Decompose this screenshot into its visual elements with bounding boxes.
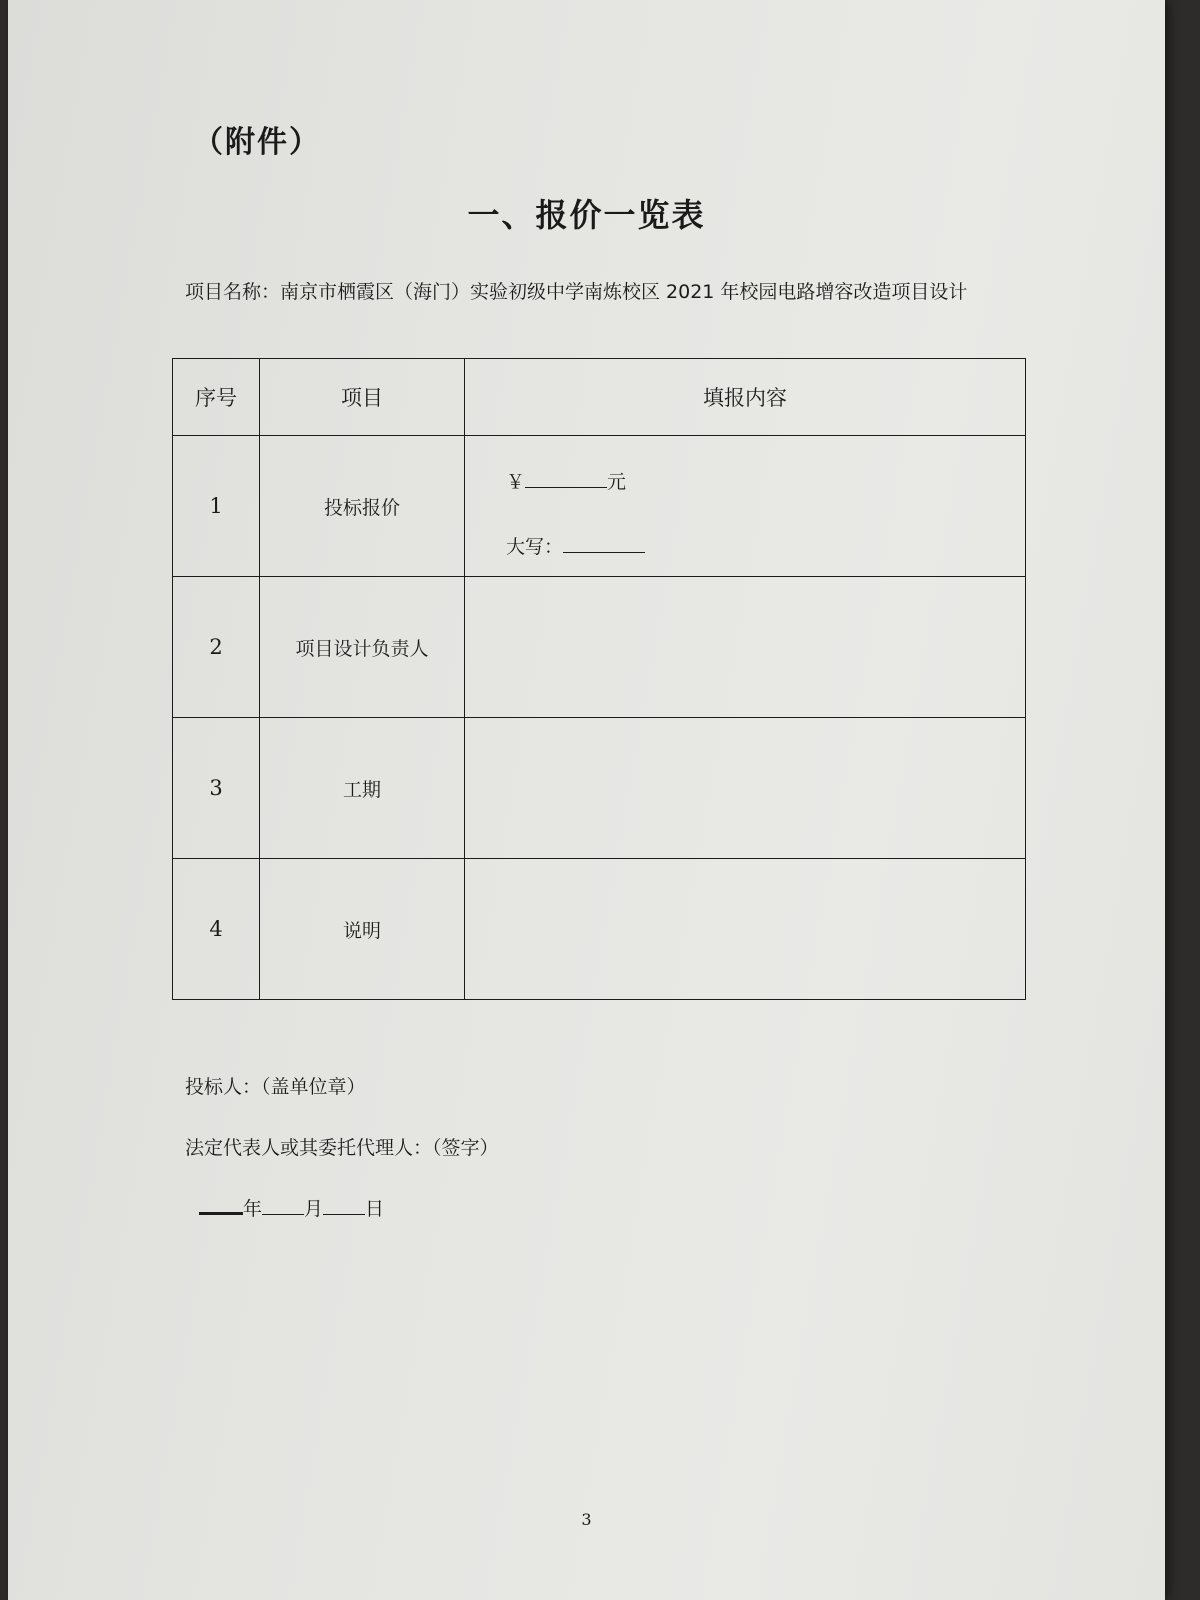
caps-label: 大写： — [506, 536, 564, 558]
day-label: 日 — [365, 1198, 385, 1220]
price-caps-blank[interactable] — [563, 534, 645, 553]
table-row — [173, 577, 1026, 718]
remarks-cell[interactable] — [465, 859, 1026, 1000]
table-header-row — [173, 359, 1026, 436]
price-amount-blank[interactable] — [525, 469, 607, 488]
currency-unit: 元 — [607, 471, 627, 493]
day-blank[interactable] — [323, 1198, 365, 1215]
row-item: 投标报价 — [260, 436, 465, 577]
row-item: 工期 — [260, 718, 465, 859]
month-blank[interactable] — [262, 1198, 304, 1215]
legal-rep-line: 法定代表人或其委托代理人：（签字） — [185, 1137, 499, 1159]
quote-table — [172, 358, 1026, 1000]
header-content: 填报内容 — [465, 359, 1026, 436]
table-row — [173, 718, 1026, 859]
attachment-label: （附件） — [193, 125, 321, 160]
page-title: 一、报价一览表 — [467, 196, 706, 234]
row-item: 说明 — [260, 859, 465, 1000]
year-label: 年 — [243, 1198, 263, 1220]
designer-cell[interactable] — [465, 577, 1026, 718]
month-label: 月 — [304, 1198, 324, 1220]
header-item: 项目 — [260, 359, 465, 436]
table-row — [173, 436, 1026, 577]
row-number: 4 — [173, 859, 260, 1000]
duration-cell[interactable] — [465, 718, 1026, 859]
currency-symbol: ￥ — [506, 471, 526, 493]
project-name: 项目名称：南京市栖霞区（海门）实验初级中学南炼校区 2021 年校园电路增容改造项目设计 — [185, 281, 968, 303]
table-row — [173, 859, 1026, 1000]
row-number: 1 — [173, 436, 260, 577]
header-no: 序号 — [173, 359, 260, 436]
document-page — [8, 0, 1165, 1600]
row-item: 项目设计负责人 — [260, 577, 465, 718]
price-cell[interactable] — [465, 436, 1026, 577]
date-line — [199, 1194, 384, 1221]
year-blank[interactable] — [199, 1196, 243, 1215]
page-number: 3 — [581, 1510, 592, 1529]
price-caps-line — [506, 532, 1024, 559]
row-number: 2 — [173, 577, 260, 718]
price-amount-line — [506, 467, 1024, 494]
row-number: 3 — [173, 718, 260, 859]
bidder-line: 投标人：（盖单位章） — [185, 1076, 366, 1098]
